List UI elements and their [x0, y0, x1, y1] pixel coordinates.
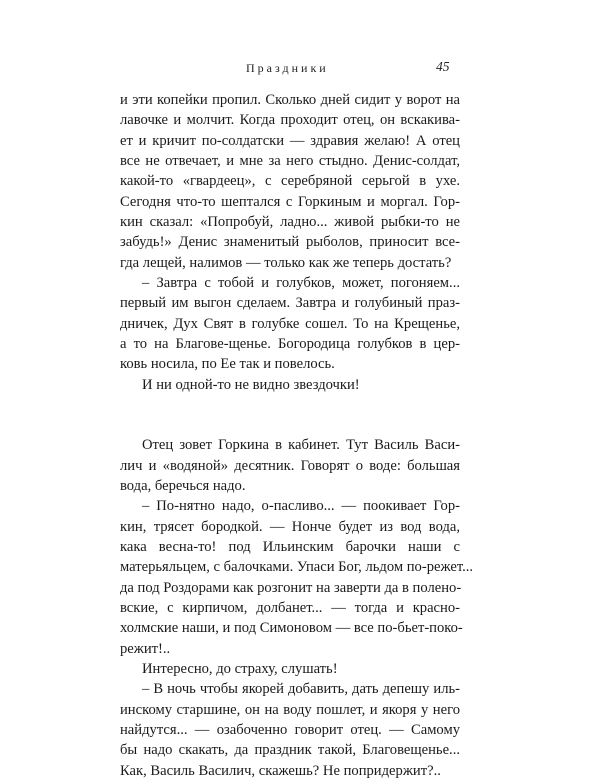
text-line: бы надо скакать, да праздник такой, Благовещенье...: [120, 742, 460, 759]
body-text: [120, 90, 474, 781]
text-line: кака весна-то! под Ильинским барочки наши с: [120, 538, 460, 555]
text-line: Как, Василь Василич, скажешь? Не попридержит?..: [120, 762, 441, 779]
text-line: какой-то «гвардеец», с серебряной серьгой в ухе.: [120, 173, 460, 190]
text-line: – По-нятно надо, о-пасливо... — поокивает Гор-: [142, 498, 460, 515]
page-number: 45: [436, 59, 450, 74]
text-line: а то на Благове-щенье. Богородица голубков в цер-: [120, 336, 460, 353]
section-break: [120, 395, 460, 435]
text-line: найдутся... — озабоченно говорит отец. — Самому: [120, 721, 460, 738]
running-header: [0, 0, 600, 90]
text-line: – Завтра с тобой и голубков, может, погоняем...: [142, 275, 460, 292]
text-line: забудь!» Денис знаменитый рыболов, приносит все-: [120, 234, 460, 251]
text-line: Интересно, до страху, слушать!: [142, 660, 338, 677]
text-line: холмские наши, и под Симоновом — все по-бьет-поко-: [120, 620, 463, 637]
text-line: лавочке и молчит. Когда проходит отец, он вскакива-: [120, 112, 460, 129]
text-line: Отец зовет Горкина в кабинет. Тут Василь Васи-: [142, 437, 460, 454]
text-line: вода, беречься надо.: [120, 477, 246, 494]
text-section-2: [120, 435, 474, 781]
text-line: лич и «водяной» десятник. Говорят о воде: большая: [120, 457, 460, 474]
text-line: да под Роздорами как розгонит на заверти да в полено-: [120, 579, 462, 596]
text-line: ет и кричит по-солдатски — здравия желаю! А отец: [120, 132, 460, 149]
text-line: матерьяльцем, с балочками. Упаси Бог, льдом по-режет...: [120, 559, 474, 576]
text-line: гда лещей, налимов — только как же теперь достать?: [120, 254, 452, 271]
text-line: и эти копейки пропил. Сколько дней сидит у ворот на: [120, 92, 460, 108]
text-section-1: [120, 90, 460, 395]
text-line: Сегодня что-то шептался с Горкиным и моргал. Гор-: [120, 193, 460, 210]
text-line: режит!..: [120, 640, 171, 657]
text-line: вские, с кирпичом, долбанет... — тогда и красно-: [120, 599, 460, 616]
text-line: кин сказал: «Попробуй, ладно... живой рыбки-то не: [120, 214, 460, 231]
text-line: ковь носила, по Ее так и повелось.: [120, 356, 335, 373]
text-line: первый им выгон сделаем. Завтра и голубиный праз-: [120, 295, 460, 312]
text-line: инскому старшине, он на воду пошлет, и якоря у него: [120, 701, 460, 718]
text-line: кин, трясет бородкой. — Нонче будет из вод вода,: [120, 518, 460, 535]
text-line: – В ночь чтобы якорей добавить, дать депешу иль-: [142, 681, 460, 698]
text-line: дничек, Дух Свят в голубке сошел. То на Крещенье,: [120, 315, 460, 332]
text-line: И ни одной-то не видно звездочки!: [142, 376, 360, 393]
text-line: все не отвечает, и мне за него стыдно. Денис-солдат,: [120, 153, 460, 170]
chapter-title: Праздники: [246, 61, 329, 75]
